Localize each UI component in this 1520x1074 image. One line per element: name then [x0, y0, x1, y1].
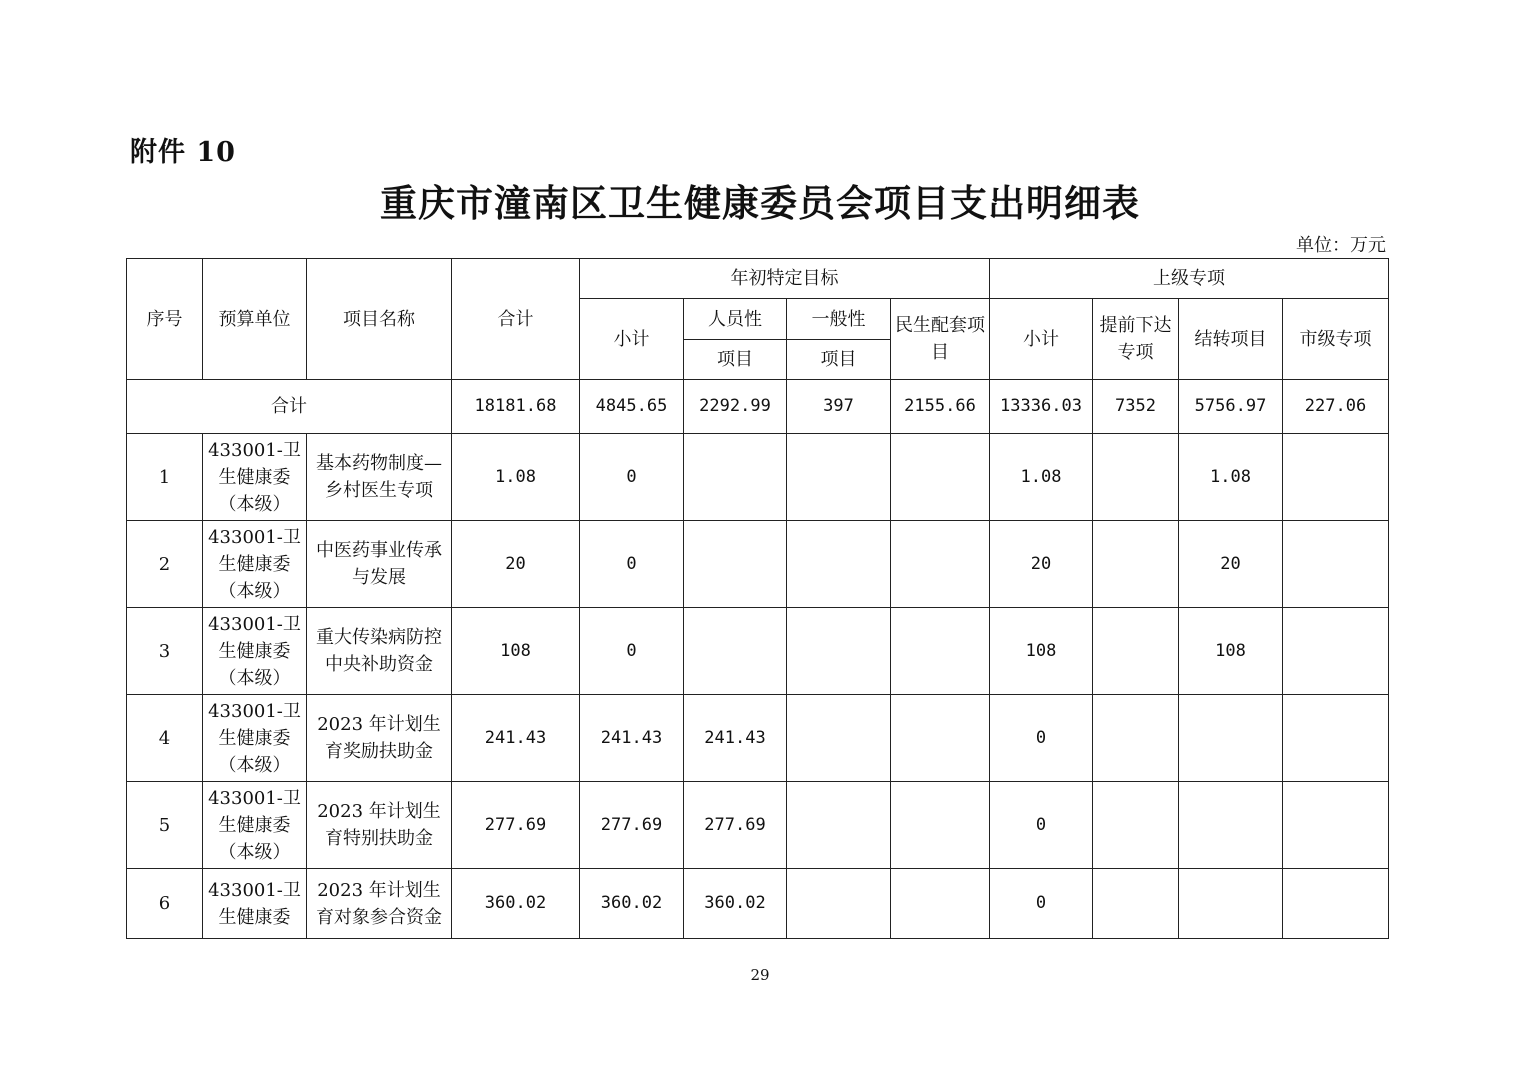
row-personnel: 241.43	[684, 695, 787, 782]
page-title: 重庆市潼南区卫生健康委员会项目支出明细表	[380, 181, 1140, 225]
table-row	[127, 869, 1389, 939]
row-advance	[1093, 521, 1179, 608]
row-upper-subtotal: 0	[990, 695, 1093, 782]
header-upper-subtotal: 小计	[990, 299, 1093, 380]
header-advance: 提前下达专项	[1093, 299, 1179, 380]
header-personnel-line1: 人员性	[684, 299, 787, 340]
unit-label: 单位：万元	[1296, 235, 1386, 256]
row-budget-unit: 433001-卫生健康委（本级）	[203, 782, 307, 869]
row-livelihood	[891, 695, 990, 782]
row-upper-subtotal: 108	[990, 608, 1093, 695]
row-general	[787, 695, 891, 782]
row-subtotal: 0	[580, 521, 684, 608]
row-city	[1283, 869, 1389, 939]
row-budget-unit: 433001-卫生健康委（本级）	[203, 521, 307, 608]
expenditure-table	[126, 258, 1389, 939]
row-upper-subtotal: 0	[990, 869, 1093, 939]
page-number: 29	[750, 966, 770, 984]
header-total: 合计	[452, 259, 580, 380]
row-subtotal: 277.69	[580, 782, 684, 869]
header-subtotal: 小计	[580, 299, 684, 380]
row-carryover: 1.08	[1179, 434, 1283, 521]
header-seq: 序号	[127, 259, 203, 380]
row-upper-subtotal: 0	[990, 782, 1093, 869]
total-row-livelihood: 2155.66	[891, 380, 990, 434]
row-seq: 1	[127, 434, 203, 521]
row-project-name: 2023 年计划生育对象参合资金	[307, 869, 452, 939]
row-advance	[1093, 782, 1179, 869]
table-row	[127, 434, 1389, 521]
total-row-label: 合计	[127, 380, 452, 434]
row-advance	[1093, 695, 1179, 782]
row-project-name: 重大传染病防控中央补助资金	[307, 608, 452, 695]
row-general	[787, 782, 891, 869]
row-budget-unit: 433001-卫生健康委（本级）	[203, 695, 307, 782]
table-header	[127, 259, 1389, 434]
row-project-name: 2023 年计划生育特别扶助金	[307, 782, 452, 869]
row-advance	[1093, 434, 1179, 521]
header-city: 市级专项	[1283, 299, 1389, 380]
row-city	[1283, 521, 1389, 608]
row-general	[787, 521, 891, 608]
row-advance	[1093, 869, 1179, 939]
header-upper-special: 上级专项	[990, 259, 1389, 299]
row-upper-subtotal: 1.08	[990, 434, 1093, 521]
header-carryover: 结转项目	[1179, 299, 1283, 380]
row-project-name: 中医药事业传承与发展	[307, 521, 452, 608]
row-general	[787, 869, 891, 939]
total-row-total: 18181.68	[452, 380, 580, 434]
total-row-subtotal: 4845.65	[580, 380, 684, 434]
total-row-advance: 7352	[1093, 380, 1179, 434]
row-carryover: 108	[1179, 608, 1283, 695]
row-city	[1283, 434, 1389, 521]
header-personnel-line2: 项目	[684, 340, 787, 380]
row-total: 277.69	[452, 782, 580, 869]
table-row	[127, 782, 1389, 869]
header-livelihood: 民生配套项目	[891, 299, 990, 380]
row-livelihood	[891, 521, 990, 608]
row-project-name: 基本药物制度—乡村医生专项	[307, 434, 452, 521]
header-general-line1: 一般性	[787, 299, 891, 340]
total-row-carryover: 5756.97	[1179, 380, 1283, 434]
table-row	[127, 521, 1389, 608]
row-total: 108	[452, 608, 580, 695]
table-row	[127, 608, 1389, 695]
row-city	[1283, 782, 1389, 869]
row-personnel	[684, 434, 787, 521]
header-budget-unit: 预算单位	[203, 259, 307, 380]
total-row-general: 397	[787, 380, 891, 434]
row-subtotal: 241.43	[580, 695, 684, 782]
row-subtotal: 0	[580, 608, 684, 695]
row-carryover	[1179, 782, 1283, 869]
row-upper-subtotal: 20	[990, 521, 1093, 608]
row-total: 360.02	[452, 869, 580, 939]
row-livelihood	[891, 434, 990, 521]
row-livelihood	[891, 869, 990, 939]
table-body	[127, 434, 1389, 939]
total-row-upper-subtotal: 13336.03	[990, 380, 1093, 434]
row-seq: 4	[127, 695, 203, 782]
row-carryover: 20	[1179, 521, 1283, 608]
row-seq: 2	[127, 521, 203, 608]
row-city	[1283, 695, 1389, 782]
attachment-label: 附件 10	[130, 137, 236, 168]
row-livelihood	[891, 608, 990, 695]
row-personnel	[684, 608, 787, 695]
total-row	[127, 380, 1389, 434]
row-general	[787, 434, 891, 521]
row-personnel: 277.69	[684, 782, 787, 869]
row-budget-unit: 433001-卫生健康委	[203, 869, 307, 939]
row-project-name: 2023 年计划生育奖励扶助金	[307, 695, 452, 782]
row-carryover	[1179, 695, 1283, 782]
row-subtotal: 0	[580, 434, 684, 521]
header-early-target: 年初特定目标	[580, 259, 990, 299]
row-general	[787, 608, 891, 695]
row-budget-unit: 433001-卫生健康委（本级）	[203, 434, 307, 521]
row-personnel: 360.02	[684, 869, 787, 939]
row-carryover	[1179, 869, 1283, 939]
row-total: 241.43	[452, 695, 580, 782]
table-row	[127, 695, 1389, 782]
row-total: 1.08	[452, 434, 580, 521]
row-personnel	[684, 521, 787, 608]
row-seq: 6	[127, 869, 203, 939]
row-seq: 3	[127, 608, 203, 695]
row-seq: 5	[127, 782, 203, 869]
row-subtotal: 360.02	[580, 869, 684, 939]
row-budget-unit: 433001-卫生健康委（本级）	[203, 608, 307, 695]
total-row-personnel: 2292.99	[684, 380, 787, 434]
header-general-line2: 项目	[787, 340, 891, 380]
row-livelihood	[891, 782, 990, 869]
row-total: 20	[452, 521, 580, 608]
header-project-name: 项目名称	[307, 259, 452, 380]
total-row-city: 227.06	[1283, 380, 1389, 434]
row-advance	[1093, 608, 1179, 695]
row-city	[1283, 608, 1389, 695]
